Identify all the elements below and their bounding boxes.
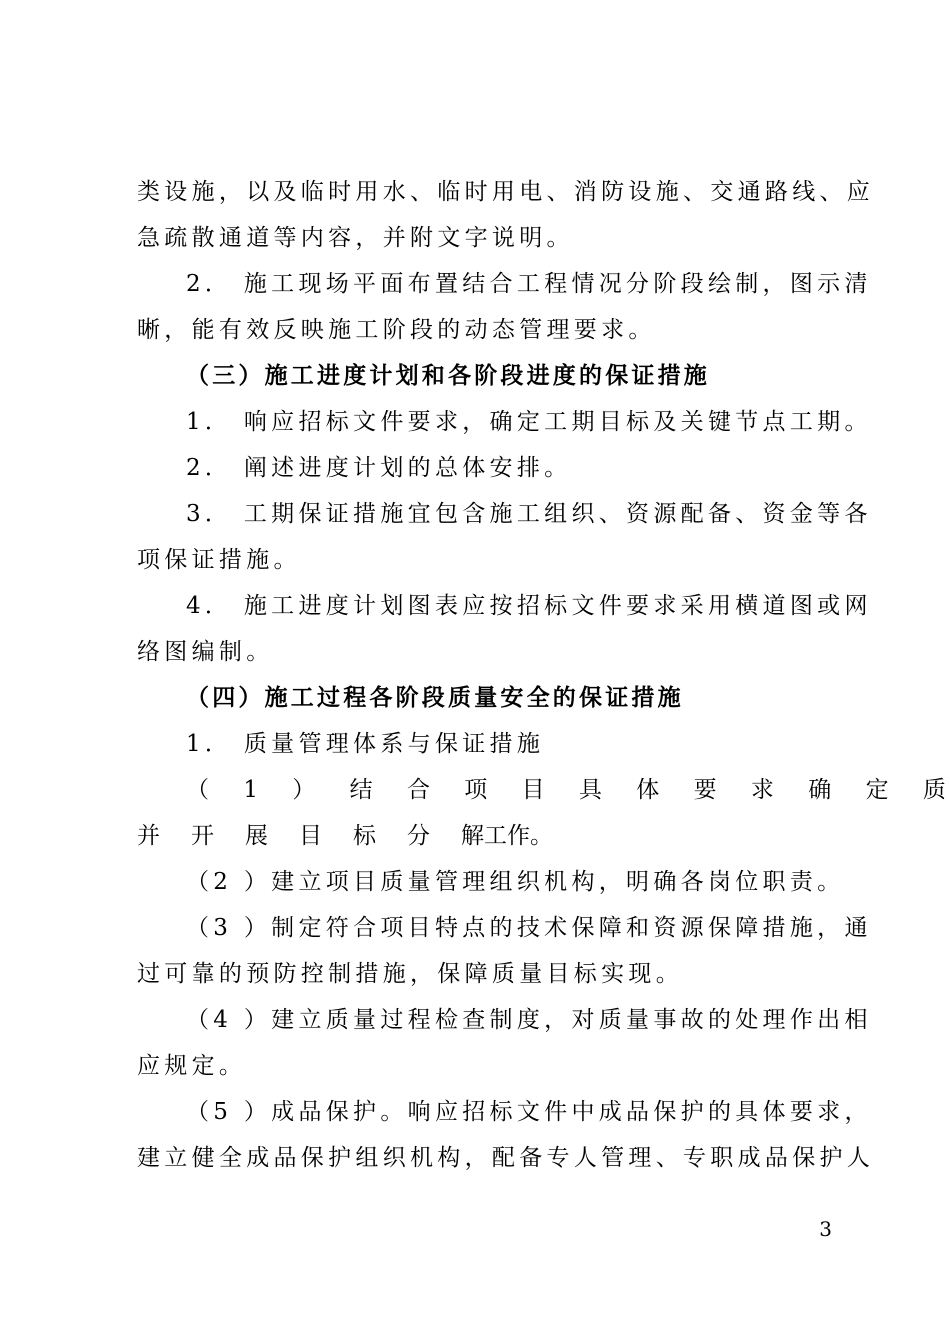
justified-glyph: 合 (406, 777, 430, 803)
justified-glyph: 目 (521, 777, 545, 803)
justified-glyph: 标 (353, 823, 376, 849)
paragraph-line: （5 ）成品保护。响应招标文件中成品保护的具体要求， (186, 1099, 872, 1125)
justified-glyph: 质 (922, 777, 946, 803)
section-heading: （三）施工进度计划和各阶段进度的保证措施 (186, 362, 710, 389)
paragraph-line: 晰，能有效反映施工阶段的动态管理要求。 (137, 317, 656, 343)
justified-glyph: 要 (693, 777, 717, 803)
justified-glyph: 1 (243, 777, 258, 803)
paragraph-line: 过可靠的预防控制措施，保障质量目标实现。 (137, 961, 683, 987)
justified-glyph: ） (292, 777, 316, 803)
paragraph-line: 应规定。 (137, 1053, 247, 1079)
paragraph-line: 1． 质量管理体系与保证措施 (186, 731, 545, 757)
paragraph-line: （4 ）建立质量过程检查制度，对质量事故的处理作出相 (186, 1007, 872, 1033)
paragraph-line: 2． 阐述进度计划的总体安排。 (186, 455, 572, 481)
paragraph-line: （2 ）建立项目质量管理组织机构，明确各岗位职责。 (186, 869, 845, 895)
paragraph-line: 1． 响应招标文件要求，确定工期目标及关键节点工期。 (186, 409, 872, 435)
page-number: 3 (819, 1217, 832, 1241)
paragraph-line: 2． 施工现场平面布置结合工程情况分阶段绘制，图示清 (186, 271, 872, 297)
justified-glyph: 项 (464, 777, 488, 803)
paragraph-line: 类设施，以及临时用水、临时用电、消防设施、交通路线、应 (137, 179, 875, 205)
justified-glyph: 定 (865, 777, 889, 803)
justified-glyph: 展 (245, 823, 268, 849)
justified-glyph: 目 (299, 823, 322, 849)
justified-glyph: 结 (349, 777, 373, 803)
justified-glyph: 并 (137, 823, 160, 849)
justified-glyph: 体 (636, 777, 660, 803)
justified-glyph: 求 (750, 777, 774, 803)
justified-glyph: 确 (808, 777, 832, 803)
justified-glyph: 开 (191, 823, 214, 849)
paragraph-line: 络图编制。 (137, 639, 274, 665)
paragraph-line: 项保证措施。 (137, 547, 301, 573)
justified-glyph: 解工作。 (461, 823, 553, 849)
paragraph-line: 建立健全成品保护组织机构，配备专人管理、专职成品保护人 (137, 1145, 875, 1171)
justified-glyph: （ (186, 777, 209, 803)
paragraph-line: （3 ）制定符合项目特点的技术保障和资源保障措施，通 (186, 915, 872, 941)
paragraph-line: 4． 施工进度计划图表应按招标文件要求采用横道图或网 (186, 593, 872, 619)
paragraph-line-justified (186, 775, 946, 805)
paragraph-line: 急疏散通道等内容，并附文字说明。 (137, 225, 574, 251)
section-heading: （四）施工过程各阶段质量安全的保证措施 (186, 684, 684, 711)
paragraph-line: 3． 工期保证措施宜包含施工组织、资源配备、资金等各 (186, 501, 872, 527)
justified-glyph: 分 (407, 823, 430, 849)
justified-glyph: 具 (578, 777, 602, 803)
paragraph-line-justified (137, 821, 825, 851)
